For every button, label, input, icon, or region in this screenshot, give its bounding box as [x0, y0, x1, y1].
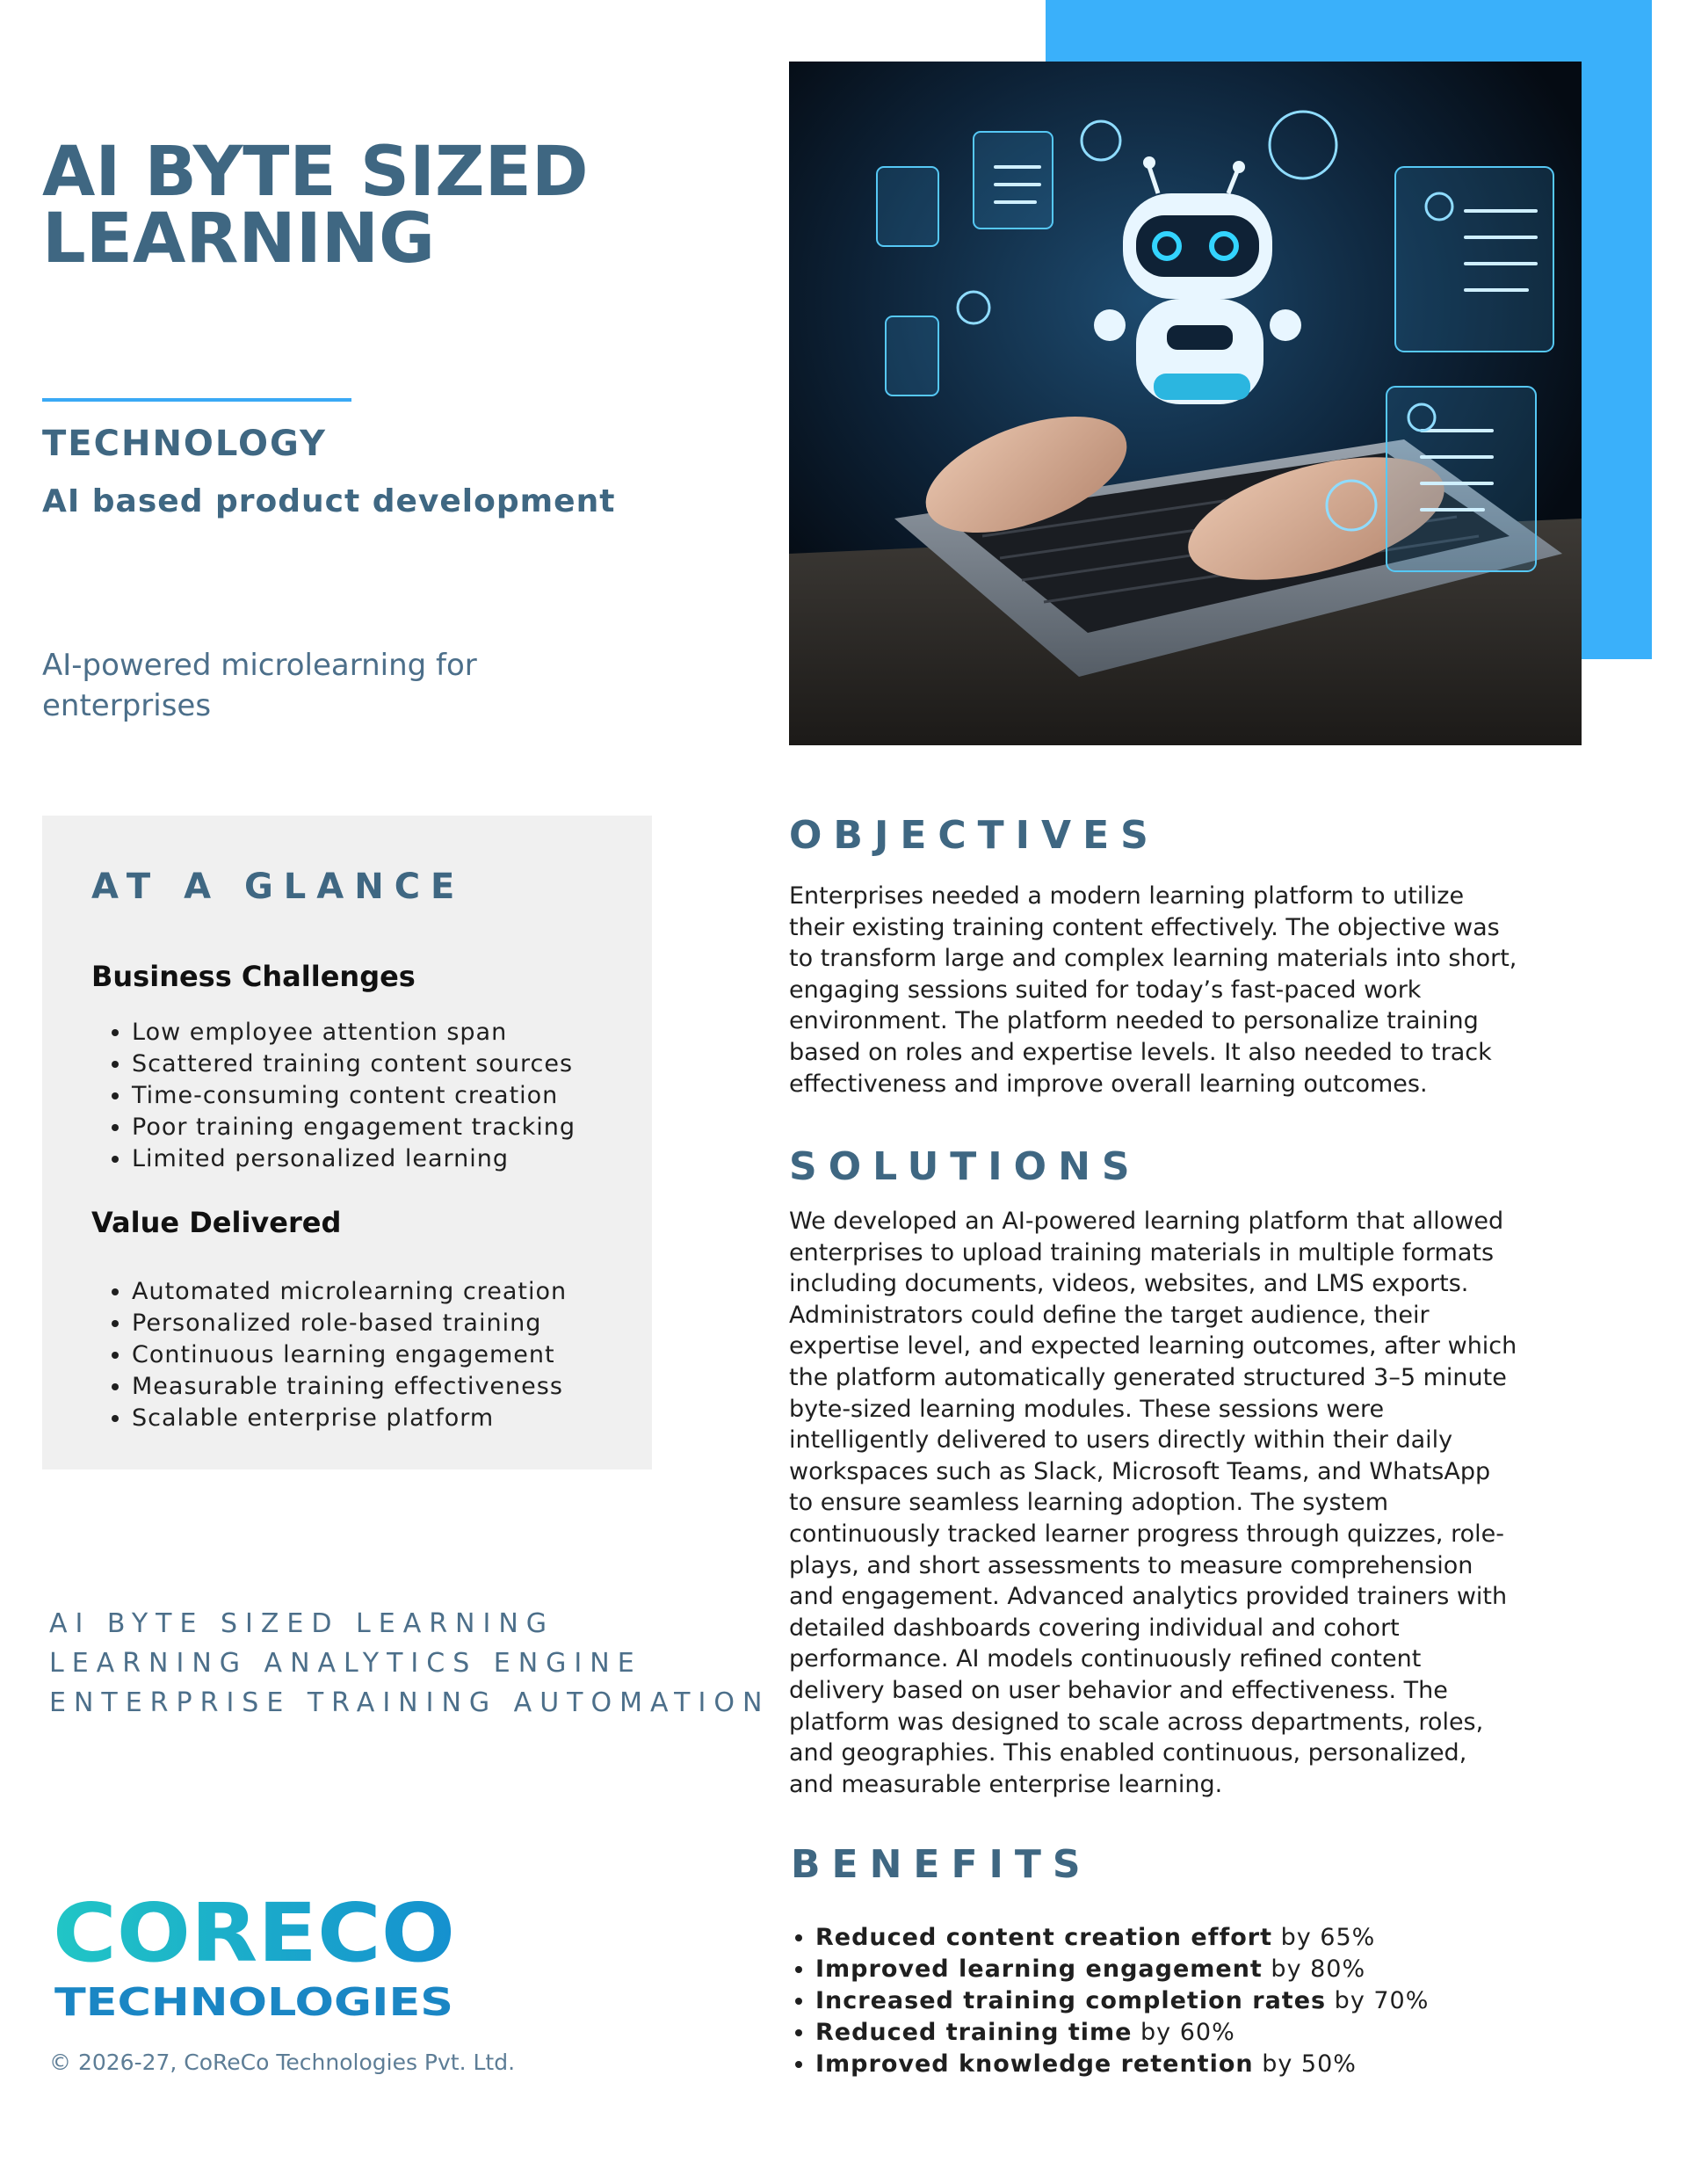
list-item: • Measurable training effectiveness — [132, 1371, 677, 1403]
coreco-logo — [53, 1894, 466, 2026]
glance-heading: AT A GLANCE — [91, 867, 466, 907]
list-item: • Limited personalized learning — [132, 1143, 677, 1175]
solutions-text: We developed an AI-powered learning platform that allowed enterprises to upload training materials in multiple formats including documents, videos, websites, and LMS exports. Administrators could define the target audience, their expertise level, and expected learning outcomes, after which the platform automatically generated structured 3–5 minute byte-sized learning modules. These sessions were intelligently delivered to users directly within their daily workspaces such as Slack, Microsoft Teams, and WhatsApp to ensure seamless learning adoption. The system continuously tracked learner progress through quizzes, role-plays, and short assessments to measure comprehension and engagement. Advanced analytics provided trainers with detailed dashboards covering individual and cohort performance. AI models continuously refined content delivery based on user behavior and effectiveness. The platform was designed to scale across departments, roles, and geographies. This enabled continuous, personalized, and measurable enterprise learning. — [789, 1208, 1517, 1798]
industry-label: TECHNOLOGY — [42, 424, 327, 464]
objectives-heading: OBJECTIVES — [789, 813, 1160, 858]
list-item: • Time-consuming content creation — [132, 1080, 677, 1112]
page-subtitle: AI based product development — [42, 483, 616, 519]
business-challenges-heading: Business Challenges — [91, 960, 416, 993]
benefit-item: • Increased training completion rates by 70% — [815, 1985, 1518, 2017]
value-delivered-heading: Value Delivered — [91, 1206, 342, 1239]
list-item: • Continuous learning engagement — [132, 1339, 677, 1371]
list-item: • Scalable enterprise platform — [132, 1403, 677, 1434]
product-name: AI BYTE SIZED LEARNING — [49, 1608, 555, 1639]
ai-robot-laptop-image — [789, 62, 1582, 745]
benefit-item: • Reduced training time by 60% — [815, 2017, 1518, 2049]
list-item: • Automated microlearning creation — [132, 1276, 677, 1308]
benefit-item: • Improved learning engagement by 80% — [815, 1954, 1518, 1985]
product-name: LEARNING ANALYTICS ENGINE — [49, 1648, 642, 1679]
benefits-list — [789, 1922, 1518, 2080]
list-item: • Scattered training content sources — [132, 1048, 677, 1080]
solutions-heading: SOLUTIONS — [789, 1144, 1141, 1189]
objectives-text: Enterprises needed a modern learning platform to utilize their existing training content effectively. The objective was to transform large and complex learning materials into short, engaging sessions suited for today’s fast-paced work environment. The platform needed to personalize training based on roles and expertise levels. It also needed to track effectiveness and improve overall learning outcomes. — [789, 882, 1517, 1098]
svg-text:TECHNOLOGIES: TECHNOLOGIES — [54, 1980, 453, 2025]
benefit-item: • Reduced content creation effort by 65% — [815, 1922, 1518, 1954]
list-item: • Poor training engagement tracking — [132, 1112, 677, 1143]
svg-text:CORECO: CORECO — [53, 1894, 455, 1980]
benefit-item: • Improved knowledge retention by 50% — [815, 2049, 1518, 2080]
value-delivered-list — [91, 1276, 677, 1434]
benefits-heading: BENEFITS — [791, 1842, 1092, 1887]
title-divider — [42, 398, 351, 402]
tagline: AI-powered microlearning for enterprises — [42, 648, 477, 723]
business-challenges-list — [91, 1017, 677, 1175]
product-name: ENTERPRISE TRAINING AUTOMATION — [49, 1687, 771, 1718]
page-title: AI BYTE SIZED LEARNING — [42, 133, 589, 279]
copyright-text: © 2026-27, CoReCo Technologies Pvt. Ltd. — [49, 2050, 516, 2075]
list-item: • Low employee attention span — [132, 1017, 677, 1048]
list-item: • Personalized role-based training — [132, 1308, 677, 1339]
